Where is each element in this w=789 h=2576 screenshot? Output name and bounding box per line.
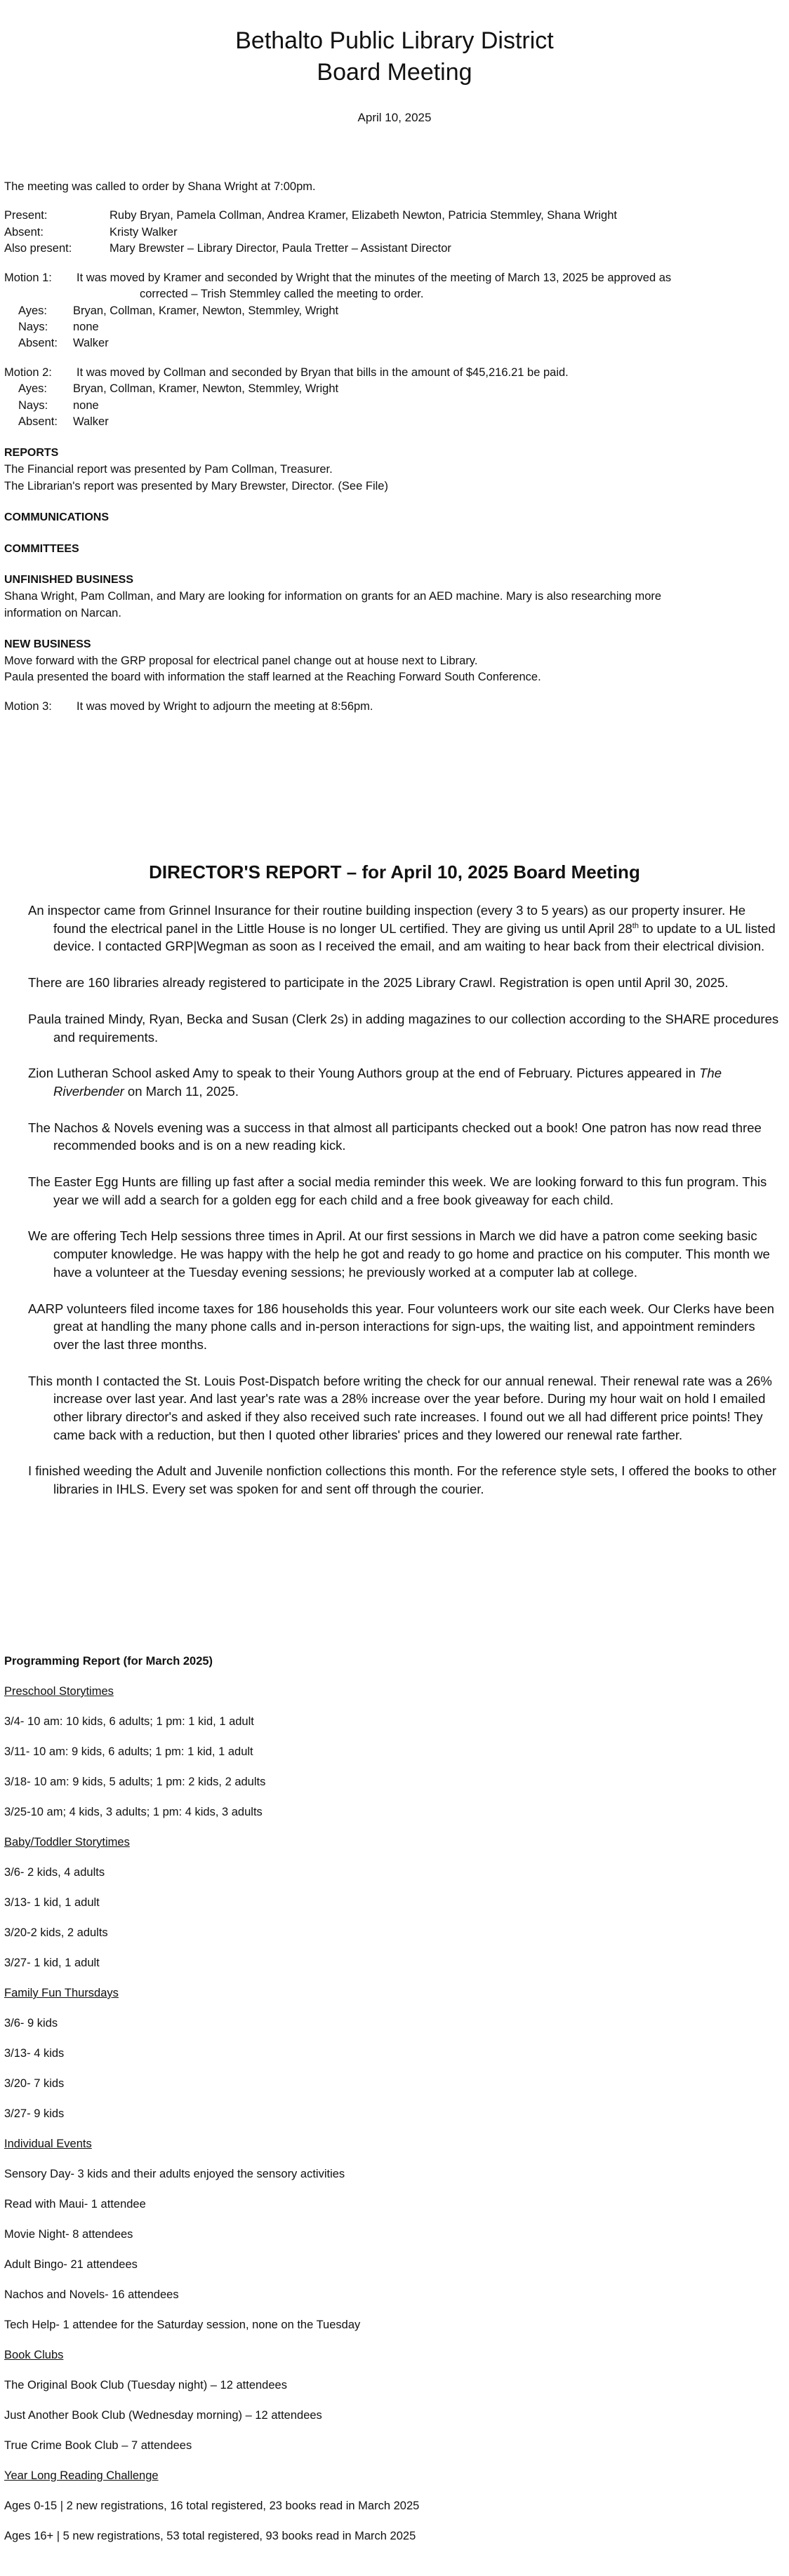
vote-value: Bryan, Collman, Kramer, Newton, Stemmley, Wright — [73, 382, 339, 396]
motion-text: It was moved by Collman and seconded by Bryan that bills in the amount of $45,216.21 be paid. — [77, 365, 569, 379]
motion-text: It was moved by Kramer and seconded by Wright that the minutes of the meeting of March 13, 2025 be approved as — [77, 271, 672, 284]
programming-entry: 3/20-2 kids, 2 adults — [4, 1926, 108, 1939]
unfinished-business-heading: UNFINISHED BUSINESS — [4, 574, 134, 586]
programming-entry: 3/6- 2 kids, 4 adults — [4, 1866, 105, 1879]
vote-nays — [4, 398, 776, 414]
attendance-label: Absent: — [4, 225, 44, 239]
programming-entry: Ages 0-15 | 2 new registrations, 16 total registered, 23 books read in March 2025 — [4, 2500, 420, 2512]
vote-label: Ayes: — [18, 382, 47, 396]
title-line-2: Board Meeting — [317, 58, 472, 86]
attendance-value: Mary Brewster – Library Director, Paula Tretter – Assistant Director — [110, 242, 451, 255]
programming-entry: Movie Night- 8 attendees — [4, 2228, 133, 2241]
programming-entry: 3/6- 9 kids — [4, 2017, 58, 2030]
programming-entry: Adult Bingo- 21 attendees — [4, 2258, 138, 2271]
reports-line: The Financial report was presented by Pam Collman, Treasurer. — [4, 463, 333, 476]
programming-entry: 3/13- 4 kids — [4, 2047, 65, 2060]
programming-subheading: Year Long Reading Challenge — [4, 2469, 159, 2482]
programming-heading: Programming Report (for March 2025) — [4, 1655, 213, 1668]
directors-report-body — [28, 901, 779, 1517]
programming-entry: 3/27- 9 kids — [4, 2107, 65, 2120]
vote-value: none — [73, 398, 99, 412]
report-paragraph: The Easter Egg Hunts are filling up fast after a social media reminder this week. We are looking forward to this fun program. This year we will add a search for a golden egg for each child and a free book giveaway for each child. — [28, 1174, 767, 1207]
report-paragraph: AARP volunteers filed income taxes for 186 households this year. Four volunteers work our site each week. Our Clerks have been great at handling the many phone calls and in-person interactions for sign-ups, the waiting list, and appointment reminders over the last three months. — [28, 1301, 774, 1352]
vote-value: none — [73, 320, 99, 333]
communications-heading: COMMUNICATIONS — [4, 511, 110, 524]
motion-label: Motion 2: — [4, 365, 52, 379]
programming-entry: 3/20- 7 kids — [4, 2077, 65, 2090]
directors-report-title: DIRECTOR'S REPORT – for April 10, 2025 Board Meeting — [149, 861, 640, 883]
programming-subheading: Book Clubs — [4, 2349, 64, 2361]
attendance-label: Present: — [4, 209, 48, 222]
report-paragraph: We are offering Tech Help sessions three times in April. At our first sessions in March we did have a patron come seeking basic computer knowledge. He was happy with the help he got and ready to go home and practice on his computer. This month we have a volunteer at the Tuesday evening sessions; he previously worked at a computer lab at college. — [28, 1228, 770, 1280]
programming-subheading: Family Fun Thursdays — [4, 1987, 119, 1999]
report-paragraph: Zion Lutheran School asked Amy to speak to their Young Authors group at the end of February. Pictures appeared in The Riverbender on March 11, 2025. — [28, 1066, 722, 1099]
meeting-minutes — [4, 179, 776, 715]
meeting-date: April 10, 2025 — [357, 110, 432, 124]
programming-entry: 3/25-10 am; 4 kids, 3 adults; 1 pm: 4 kids, 3 adults — [4, 1806, 263, 1818]
new-business-heading: NEW BUSINESS — [4, 638, 91, 651]
programming-entry: Nachos and Novels- 16 attendees — [4, 2288, 179, 2301]
unfinished-business-line: information on Narcan. — [4, 606, 121, 619]
attendance-present — [4, 208, 776, 224]
unfinished-business-line: Shana Wright, Pam Collman, and Mary are looking for information on grants for an AED machine. Mary is also researching more — [4, 590, 662, 603]
motion-text-continued: corrected – Trish Stemmley called the meeting to order. — [140, 288, 424, 301]
motion-text: It was moved by Wright to adjourn the meeting at 8:56pm. — [77, 699, 373, 713]
attendance-label: Also present: — [4, 242, 72, 255]
reports-line: The Librarian's report was presented by Mary Brewster, Director. (See File) — [4, 479, 388, 492]
programming-entry: 3/27- 1 kid, 1 adult — [4, 1957, 100, 1969]
vote-absent — [4, 335, 776, 351]
committees-heading: COMMITTEES — [4, 542, 79, 555]
report-paragraph: There are 160 libraries already registered to participate in the 2025 Library Crawl. Registration is open until April 30, 2025. — [28, 975, 729, 991]
motion-label: Motion 3: — [4, 699, 52, 713]
motion-3 — [4, 699, 776, 715]
vote-label: Absent: — [18, 415, 58, 429]
programming-entry: Ages 16+ | 5 new registrations, 53 total registered, 93 books read in March 2025 — [4, 2530, 416, 2542]
programming-entry: 3/13- 1 kid, 1 adult — [4, 1896, 100, 1909]
vote-ayes — [4, 381, 776, 397]
attendance-also-present — [4, 241, 776, 257]
attendance-value: Ruby Bryan, Pamela Collman, Andrea Kramer, Elizabeth Newton, Patricia Stemmley, Shana Wright — [110, 209, 617, 222]
report-paragraph: Paula trained Mindy, Ryan, Becka and Susan (Clerk 2s) in adding magazines to our collection according to the SHARE procedures and requirements. — [28, 1011, 779, 1045]
vote-nays — [4, 319, 776, 335]
vote-label: Absent: — [18, 337, 58, 350]
programming-entry: 3/18- 10 am: 9 kids, 5 adults; 1 pm: 2 kids, 2 adults — [4, 1776, 266, 1788]
motion-2 — [4, 365, 776, 381]
attendance-absent — [4, 224, 776, 241]
programming-entry: Sensory Day- 3 kids and their adults enjoyed the sensory activities — [4, 2168, 345, 2180]
new-business-line: Move forward with the GRP proposal for electrical panel change out at house next to Library. — [4, 654, 478, 667]
vote-value: Walker — [73, 337, 109, 350]
programming-entry: 3/4- 10 am: 10 kids, 6 adults; 1 pm: 1 kid, 1 adult — [4, 1715, 254, 1728]
programming-entry: Just Another Book Club (Wednesday morning) – 12 attendees — [4, 2409, 322, 2422]
report-paragraph: I finished weeding the Adult and Juvenile nonfiction collections this month. For the reference style sets, I offered the books to other libraries in IHLS. Every set was spoken for and sent off through the courier. — [28, 1463, 777, 1497]
programming-list — [4, 1677, 776, 2551]
attendance-value: Kristy Walker — [110, 225, 178, 239]
programming-entry: 3/11- 10 am: 9 kids, 6 adults; 1 pm: 1 kid, 1 adult — [4, 1745, 253, 1758]
motion-1 — [4, 270, 776, 303]
vote-value: Walker — [73, 415, 109, 429]
vote-value: Bryan, Collman, Kramer, Newton, Stemmley, Wright — [73, 304, 339, 317]
vote-label: Nays: — [18, 320, 48, 333]
programming-subheading: Preschool Storytimes — [4, 1685, 114, 1698]
report-paragraph: The Nachos & Novels evening was a success in that almost all participants checked out a book! One patron has now read three recommended books and is on a new reading kick. — [28, 1120, 762, 1153]
vote-label: Ayes: — [18, 304, 47, 317]
motion-label: Motion 1: — [4, 271, 52, 284]
programming-report — [4, 1646, 776, 2551]
report-paragraph: This month I contacted the St. Louis Post-Dispatch before writing the check for our annual renewal. Their renewal rate was a 26% increase over last year. And last year's rate was a 28% increase over the year before. During my hour wait on hold I emailed other library director's and asked if they also received such rate increases. I found out we all had different price points! They came back with a reduction, but then I quoted other libraries' prices and they lowered our renewal rate farther. — [28, 1373, 772, 1442]
programming-entry: Read with Maui- 1 attendee — [4, 2198, 146, 2211]
report-paragraph: An inspector came from Grinnel Insurance for their routine building inspection (every 3 to 5 years) as our property insurer. He found the electrical panel in the Little House is no longer UL certified. They are giving us until April 28th to update to a UL listed device. I contacted GRP|Wegman as soon as I received the email, and am waiting to hear back from their electrical division. — [28, 903, 776, 954]
title-line-1: Bethalto Public Library District — [235, 27, 554, 54]
programming-subheading: Baby/Toddler Storytimes — [4, 1836, 130, 1849]
vote-label: Nays: — [18, 398, 48, 412]
programming-entry: True Crime Book Club – 7 attendees — [4, 2439, 192, 2452]
new-business-line: Paula presented the board with information the staff learned at the Reaching Forward South Conference. — [4, 671, 541, 684]
reports-heading: REPORTS — [4, 447, 59, 459]
programming-subheading: Individual Events — [4, 2138, 92, 2150]
vote-ayes — [4, 303, 776, 319]
call-to-order: The meeting was called to order by Shana Wright at 7:00pm. — [4, 180, 316, 193]
programming-entry: The Original Book Club (Tuesday night) – 12 attendees — [4, 2379, 287, 2391]
vote-absent — [4, 414, 776, 430]
document-title — [0, 0, 789, 88]
programming-entry: Tech Help- 1 attendee for the Saturday session, none on the Tuesday — [4, 2319, 361, 2331]
